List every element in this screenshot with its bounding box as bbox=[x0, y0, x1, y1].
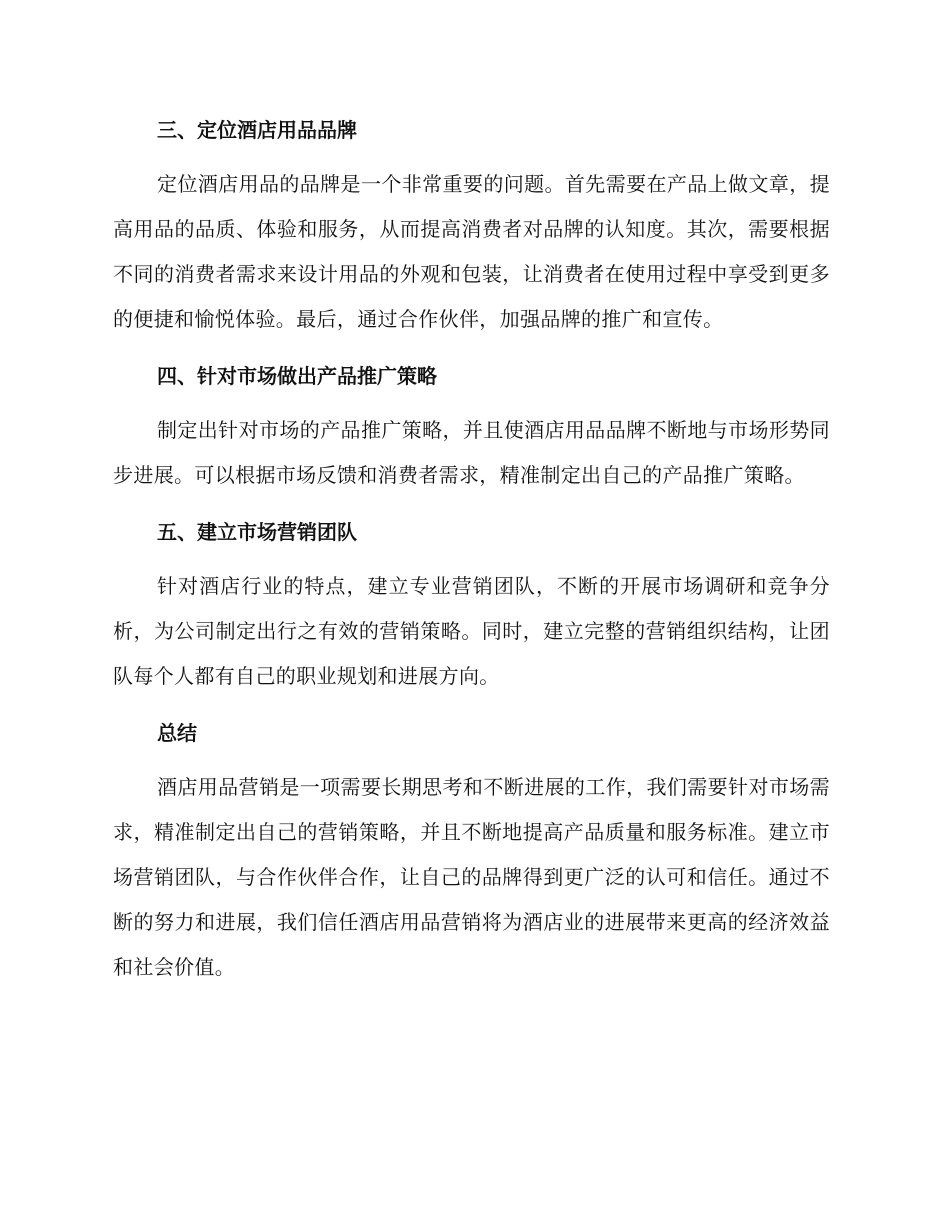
document-page bbox=[113, 108, 830, 1002]
section-paragraph: 制定出针对市场的产品推广策略，并且使酒店用品品牌不断地与市场形势同步进展。可以根据市场反馈和消费者需求，精准制定出自己的产品推广策略。 bbox=[113, 418, 830, 487]
section-paragraph: 定位酒店用品的品牌是一个非常重要的问题。首先需要在产品上做文章，提高用品的品质、体验和服务，从而提高消费者对品牌的认知度。其次，需要根据不同的消费者需求来设计用品的外观和包装，让消费者在使用过程中享受到更多的便捷和愉悦体验。最后，通过合作伙伴，加强品牌的推广和宣传。 bbox=[113, 172, 830, 331]
section-paragraph: 酒店用品营销是一项需要长期思考和不断进展的工作，我们需要针对市场需求，精准制定出自己的营销策略，并且不断地提高产品质量和服务标准。建立市场营销团队，与合作伙伴合作，让自己的品牌得到更广泛的认可和信任。通过不断的努力和进展，我们信任酒店用品营销将为酒店业的进展带来更高的经济效益和社会价值。 bbox=[113, 775, 830, 979]
section-marketing-team bbox=[113, 510, 830, 699]
section-heading: 五、建立市场营销团队 bbox=[157, 520, 357, 544]
section-heading: 总结 bbox=[157, 721, 197, 745]
section-heading: 三、定位酒店用品品牌 bbox=[157, 118, 357, 142]
section-heading: 四、针对市场做出产品推广策略 bbox=[157, 364, 437, 388]
section-summary bbox=[113, 711, 830, 990]
section-paragraph: 针对酒店行业的特点，建立专业营销团队，不断的开展市场调研和竞争分析，为公司制定出行之有效的营销策略。同时，建立完整的营销组织结构，让团队每个人都有自己的职业规划和进展方向。 bbox=[113, 574, 830, 688]
section-promotion-strategy bbox=[113, 354, 830, 498]
section-brand-positioning bbox=[113, 108, 830, 342]
